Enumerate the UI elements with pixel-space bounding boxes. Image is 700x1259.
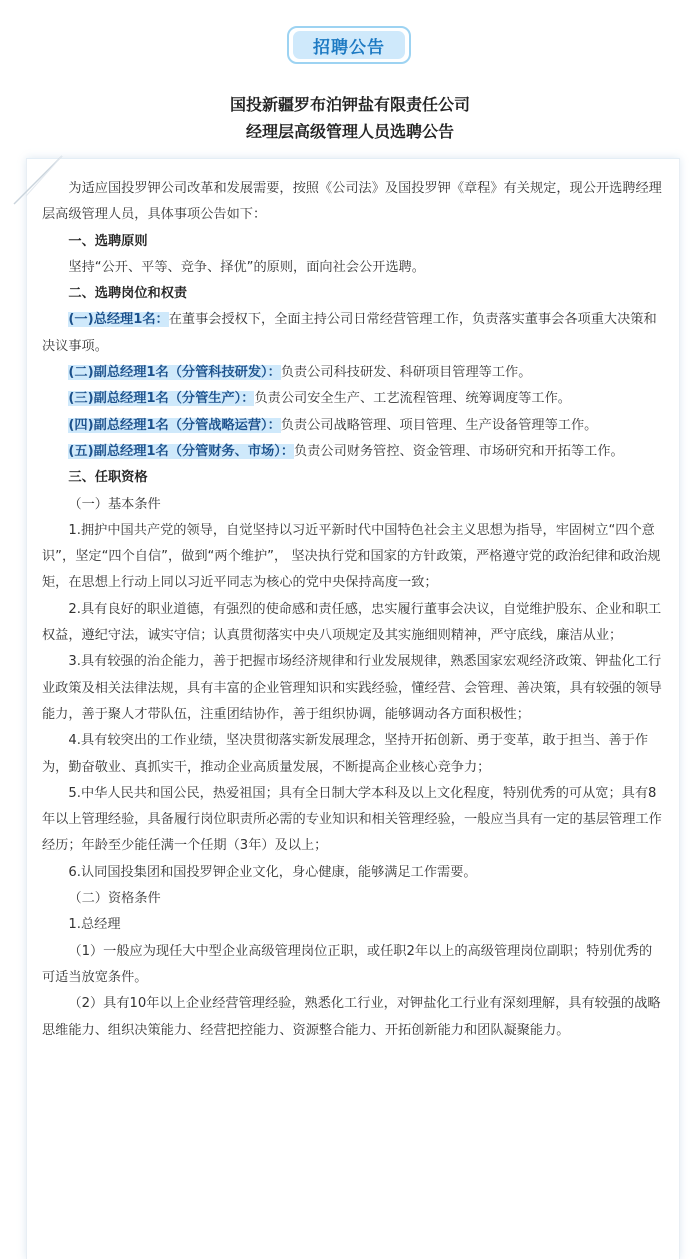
position-text: 负责公司财务管控、资金管理、市场研究和开拓等工作。 (294, 443, 624, 459)
position-item (42, 386, 662, 412)
announcement-body (42, 176, 662, 1044)
qualification-heading: （二）资格条件 (68, 891, 161, 907)
section-2-heading: 二、选聘岗位和权责 (68, 286, 188, 302)
section-1-text: 坚持“公开、平等、竞争、择优”的原则，面向社会公开选聘。 (68, 259, 425, 275)
badge-label: 招聘公告 (293, 31, 405, 59)
basic-condition-item: 4.具有较突出的工作业绩，坚决贯彻落实新发展理念，坚持开拓创新、勇于变革，敢于担当、善于作为，勤奋敬业、真抓实干，推动企业高质量发展，不断提高企业核心竞争力； (42, 733, 649, 775)
position-text: 负责公司科技研发、科研项目管理等工作。 (280, 365, 532, 381)
basic-condition-item: 2.具有良好的职业道德，有强烈的使命感和责任感，忠实履行董事会决议，自觉维护股东、企业和职工权益，遵纪守法，诚实守信；认真贯彻落实中央八项规定及其实施细则精神，严守底线，廉洁从业； (42, 601, 662, 644)
position-label: (五)副总经理1名（分管财务、市场）： (68, 443, 295, 459)
basic-condition-item: 5.中华人民共和国公民，热爱祖国；具有全日制大学本科及以上文化程度，特别优秀的可从宽；具有8年以上管理经验，具备履行岗位职责所必需的专业知识和相关管理经验，一般应当具有一定的基层管理工作经历；年龄至少能任满一个任期（3年）及以上； (42, 785, 662, 854)
announcement-title: 经理层高级管理人员选聘公告 (245, 122, 454, 141)
section-1-heading: 一、选聘原则 (68, 233, 148, 249)
position-text: 负责公司安全生产、工艺流程管理、统筹调度等工作。 (254, 391, 571, 407)
basic-condition-item: 1.拥护中国共产党的领导，自觉坚持以习近平新时代中国特色社会主义思想为指导，牢固树立“四个意识”，坚定“四个自信”，做到“两个维护”， 坚决执行党和国家的方针政策，严格遵守党的政治纪律和政治规矩，在思想上行动上同以习近平同志为核心的党中央保持高度一致； (42, 522, 661, 591)
position-label: (一)总经理1名： (68, 312, 169, 328)
general-manager-heading: 1.总经理 (68, 917, 121, 933)
position-text: 在董事会授权下，全面主持公司日常经营管理工作，负责落实董事会各项重大决策和决议事项。 (42, 312, 657, 354)
basic-condition-item: 6.认同国投集团和国投罗钾企业文化，身心健康，能够满足工作需要。 (68, 864, 477, 880)
header (0, 0, 700, 160)
recruitment-badge (287, 26, 411, 64)
position-label: (二)副总经理1名（分管科技研发）： (68, 365, 281, 381)
position-label: (四)副总经理1名（分管战略运营）： (68, 417, 281, 433)
gm-condition-item: （1）一般应为现任大中型企业高级管理岗位正职，或任职2年以上的高级管理岗位副职；特别优秀的可适当放宽条件。 (42, 943, 653, 985)
position-text: 负责公司战略管理、项目管理、生产设备管理等工作。 (280, 417, 598, 433)
basic-conditions-heading: （一）基本条件 (68, 496, 161, 512)
basic-condition-item: 3.具有较强的治企能力，善于把握市场经济规律和行业发展规律，熟悉国家宏观经济政策、钾盐化工行业政策及相关法律法规，具有丰富的企业管理知识和实践经验，懂经营、会管理、善决策，具有较强的领导能力，善于聚人才带队伍，注重团结协作，善于组织协调，能够调动各方面积极性； (42, 654, 662, 722)
position-label: (三)副总经理1名（分管生产）： (68, 391, 255, 407)
position-item (42, 360, 662, 386)
position-item (42, 413, 662, 439)
intro-paragraph: 为适应国投罗钾公司改革和发展需要，按照《公司法》及国投罗钾《章程》有关规定，现公开选聘经理层高级管理人员，具体事项公告如下： (42, 181, 662, 223)
section-3-heading: 三、任职资格 (68, 470, 148, 486)
position-item (42, 439, 662, 465)
position-item (42, 307, 662, 360)
gm-condition-item: （2）具有10年以上企业经营管理经验，熟悉化工行业，对钾盐化工行业有深刻理解，具有较强的战略思维能力、组织决策能力、经营把控能力、资源整合能力、开拓创新能力和团队凝聚能力。 (42, 996, 661, 1038)
company-title: 国投新疆罗布泊钾盐有限责任公司 (229, 95, 470, 114)
